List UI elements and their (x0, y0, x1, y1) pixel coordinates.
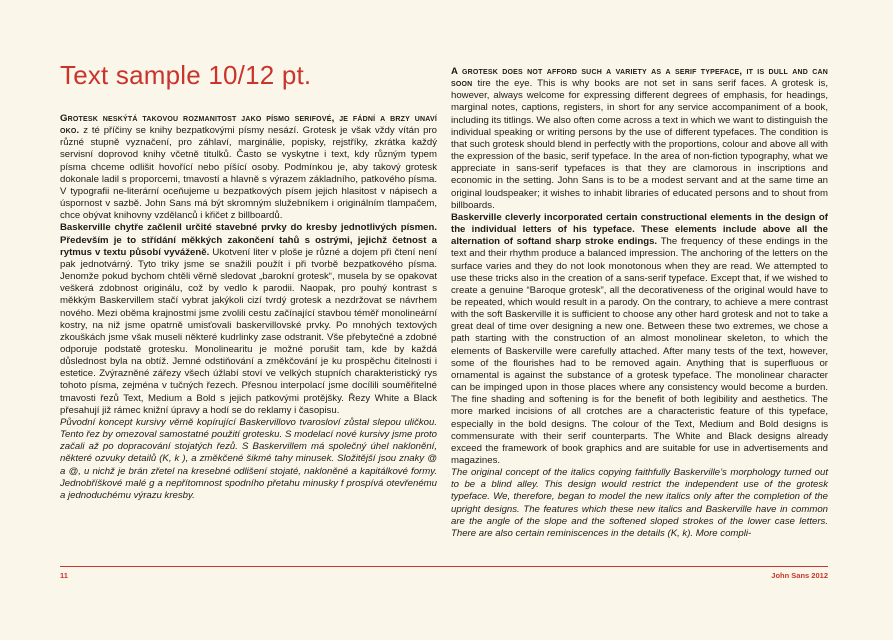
left-lead-smallcaps: Grotesk neskýtá takovou rozmanitost jako písmo serifové, je fádní a brzy unaví oko. (60, 113, 437, 137)
right-paragraph-3-italic: The original concept of the italics copying faithfully Baskerville’s morphology turned out to be a blind alley. This design would restrict the independent use of the grotesk typeface. We, therefore, began to model the new italics only after the completion of the upright designs. The features which these new italics and Baskerville have in common are the angle of the slope and the softened sloped strokes of the lower case letters. There are also certain reminiscences in the details (K, k). More compli- (451, 467, 828, 539)
left-paragraph-2-body: Ukotvení liter v ploše je různé a dojem při čtení není pak jednotvárný. Tyto triky jsme se snažili použít i při tvorbě bezpatkového písma. Jenomže pokud bychom chtěli věrně sledovat „barokní grotesk“, musela by se opakovat veškerá zdobnost originálu, což by vedlo k parodii. Naopak, pro pouhý kontrast s měkkým Baskervillem stačí vybrat jakýkoli cizí tvrdý grotesk a nezdržovat se návrhem nového. Mezi oběma krajnostmi jsme zvolili cestu začínající stavbou téměř monolineární kostry, na niž jsme opatrně umisťovali baskervillovské prvky. Po mnohých textových zkouškách jsme však museli některé kudrlinky zase odstranit. Vše přebytečné a zdobné odporuje podstatě grotesku. Monolinearitu je možné porušit tam, kde by každá důslednost byla na obtíž. Jemné odstiňování a změkčování je ku prospěchu čitelnosti i estetice. Zvýrazněné zářezy všech úžlabí stoví ve velkých stupních charakteristický rys tohoto písma, zejména v tučných řezech. Přesnou interpolací jsme docílili souměřitelné tmavosti řezů Text, Medium a Bold s jejich patkovými protějšky. Řezy White a Black přesahují již rámec knižní úpravy a hodí se do reklamy i časopisu. (60, 246, 438, 416)
right-paragraph-2-body: The frequency of these endings in the text and their rhythm produce a balanced impression. The anchoring of the letters on the surface varies and they do not look monotonous when they are read. We attempted to use these tricks also in the creation of a sans-serif typeface. Except that, if we wished to create a genuine “Baroque grotesk”, all the decorativeness of the original would have to be repeated, which would result in a parody. On the contrary, to achieve a mere contrast with the soft Baskerville it is sufficient to choose any other hard grotesk and not to take a great deal of time over designing a new one. Between these two extremes, we chose a path starting with the construction of an almost monolinear skeleton, to which the elements of Baskerville were carefully attached. After many tests of the text, however, some of the flourishes had to be removed again. Anything that is superfluous or ornamental is against the substance of a grotesk typeface. The monolinear character can be impinged upon in those places where any consistency would become a burden. The fine shading and softening is for the benefit of both legibility and aesthetics. The more marked incisions of all crotches are a characteristic feature of this typeface, especially in the bold designs. The colour of the Text, Medium and Bold designs is commensurate with their serif counterparts. The White and Black designs already exceed the framework of book graphics and are suitable for use in advertisements and magazines. (451, 236, 828, 466)
right-paragraph-1-body: tire the eye. This is why books are not set in sans serif faces. A grotesk is, however, always welcome for expressing different degrees of emphasis, for headings, marginal notes, captions, registers, in short for any service accompaniment of a book, including its titlings. We also often come across a text in which we want to distinguish the individual speaking or writing persons by the use of different typefaces. The condition is that such grotesk should blend in perfectly with the proportions, colour and above all with the expression of the basic, serif typeface. In the area of non-fiction typography, what we appreciate in sans-serif typefaces is that they are clamorous in inscriptions and economic in the setting. John Sans is to be a modest servant and at the same time an original loudspeaker; it wishes to inhabit libraries of educated persons and to shout from billboards. (451, 78, 828, 211)
left-paragraph-2-bold: Baskerville chytře začlenil určité stavebné prvky do kresby jednotlivých písmen. Především je to střídání měkkých zakončení tahů s ostrými, jejichž četnost a rytmus v textu působí vyváženě. (60, 222, 437, 258)
left-paragraph-1 (60, 113, 437, 222)
right-paragraph-2 (451, 212, 828, 467)
running-foot: John Sans 2012 (771, 571, 828, 580)
page-title: Text sample 10/12 pt. (60, 60, 312, 90)
right-text-column (451, 66, 828, 540)
left-paragraph-1-body: z té příčiny se knihy bezpatkovými písmy nesází. Grotesk je však vždy vítán pro různé stupně vyznačení, pro záhlaví, marginálie, popisky, rejstříky, zkrátka každý servisní doprovod knihy včetně titulků. Často se vyskytne i text, kdy různým typem písma chceme odlišit hovořící nebo píšící osoby. Podmínkou je, aby takový grotesk dokonale ladil s proporcemi, tmavostí a hlavně s výrazem základního, patkového písma. V typografii ne-literární oceňujeme u bezpatkových písem jejich hlasitost v nápisech a úspornost v sazbě. John Sans má být skromným služebníkem i originálním tlampačem, chce obývat knihovny vzdělanců i křičet z billboardů. (60, 125, 437, 222)
right-lead-smallcaps: A grotesk does not afford such a variety as a serif typeface, it is dull and can soon (451, 66, 828, 90)
right-paragraph-1 (451, 66, 828, 212)
right-paragraph-2-bold: Baskerville cleverly incorporated certain constructional elements in the design of the individual letters of his typeface. These elements include above all the alternation of softand sharp stroke endings. (451, 211, 828, 248)
page-number: 11 (60, 571, 68, 580)
footer-rule (60, 566, 828, 567)
left-paragraph-3-italic: Původní koncept kursivy věrně kopírující Baskervillovo tvarosloví zůstal slepou uličkou. Tento řez by omezoval samostatné použití grotesku. S modelací nové kursivy jsme proto začali až po dopracování stojatých řezů. S Baskervillem má společný úhel naklonění, některé ozvuky detailů (K, k ), a změkčené šikmé tahy minusek. Složitější jsou znaky @ a @, u nichž je brán zřetel na kresebné odlišení stojaté, nakloněné a kapitálkové formy. Jednobříškové malé g a nepřítomnost spodního přetahu minusky f prospívá otevřenému a jednoduchému výrazu kresby. (60, 416, 437, 501)
left-text-column (60, 113, 437, 502)
left-paragraph-2 (60, 222, 437, 417)
